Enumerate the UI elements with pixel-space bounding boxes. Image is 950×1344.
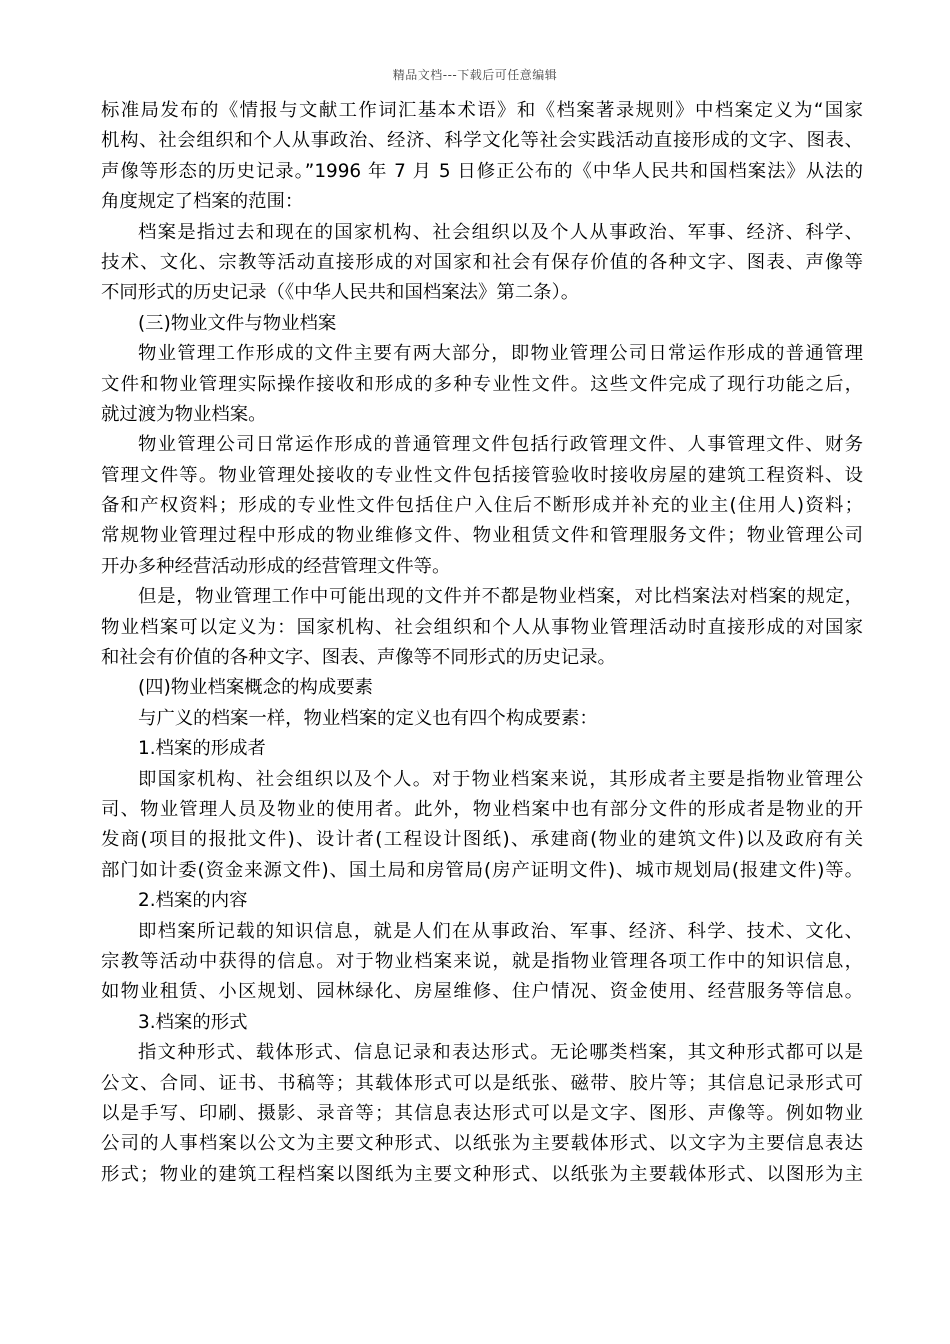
text-line: 标准局发布的《情报与文献工作词汇基本术语》和《档案著录规则》中档案定义为“国家	[101, 100, 863, 121]
text-line: 即档案所记载的知识信息，就是人们在从事政治、军事、经济、科学、技术、文化、	[138, 920, 863, 942]
text-line: 备和产权资料；形成的专业性文件包括住户入住后不断形成并补充的业主(住用人)资料；	[101, 495, 863, 517]
text-line: 和社会有价值的各种文字、图表、声像等不同形式的历史记录。	[101, 647, 616, 669]
section-heading-line: 2.档案的内容	[138, 890, 248, 912]
text-line: 物业管理公司日常运作形成的普通管理文件包括行政管理文件、人事管理文件、财务	[138, 434, 863, 456]
text-line: 形式；物业的建筑工程档案以图纸为主要文种形式、以纸张为主要载体形式、以图形为主	[101, 1163, 863, 1185]
text-line: 技术、文化、宗教等活动直接形成的对国家和社会有保存价值的各种文字、图表、声像等	[101, 251, 863, 273]
text-line: 发商(项目的报批文件)、设计者(工程设计图纸)、承建商(物业的建筑文件)以及政府有关	[101, 829, 863, 851]
text-line: 指文种形式、载体形式、信息记录和表达形式。无论哪类档案，其文种形式都可以是	[138, 1042, 863, 1064]
document-body	[101, 96, 863, 1190]
text-line: 开办多种经营活动形成的经营管理文件等。	[101, 555, 451, 577]
text-line: 常规物业管理过程中形成的物业维修文件、物业租赁文件和管理服务文件；物业管理公司	[101, 525, 863, 547]
section-heading-line: 与广义的档案一样，物业档案的定义也有四个构成要素：	[138, 707, 598, 729]
text-line: 文件和物业管理实际操作接收和形成的多种专业性文件。这些文件完成了现行功能之后，	[101, 373, 863, 395]
text-line: 档案是指过去和现在的国家机构、社会组织以及个人从事政治、军事、经济、科学、	[138, 221, 863, 243]
text-line: 公文、合同、证书、书稿等；其载体形式可以是纸张、磁带、胶片等；其信息记录形式可	[101, 1072, 863, 1094]
text-line: 部门如计委(资金来源文件)、国土局和房管局(房产证明文件)、城市规划局(报建文件)等。	[101, 859, 863, 881]
text-line: 宗教等活动中获得的信息。对于物业档案来说，就是指物业管理各项工作中的知识信息，	[101, 950, 863, 972]
text-line: 管理文件等。物业管理处接收的专业性文件包括接管验收时接收房屋的建筑工程资料、设	[101, 464, 863, 486]
text-line: 角度规定了档案的范围：	[101, 191, 304, 213]
section-heading-line: (四)物业档案概念的构成要素	[138, 677, 374, 699]
section-heading-line: 3.档案的形式	[138, 1011, 248, 1033]
text-line: 但是，物业管理工作中可能出现的文件并不都是物业档案，对比档案法对档案的规定，	[138, 586, 863, 608]
section-heading-line: (三)物业文件与物业档案	[138, 312, 337, 334]
text-line: 不同形式的历史记录（《中华人民共和国档案法》第二条）。	[101, 282, 580, 304]
text-line: 就过渡为物业档案。	[101, 403, 267, 425]
text-line: 如物业租赁、小区规划、园林绿化、房屋维修、住户情况、资金使用、经营服务等信息。	[101, 981, 863, 1003]
page-header: 精品文档---下载后可任意编辑	[392, 68, 558, 82]
text-line: 司、物业管理人员及物业的使用者。此外，物业档案中也有部分文件的形成者是物业的开	[101, 798, 863, 820]
section-heading-line: 1.档案的形成者	[138, 738, 266, 760]
text-line: 声像等形态的历史记录。”1996 年 7 月 5 日修正公布的《中华人民共和国档案法》从法的	[101, 160, 863, 182]
text-line: 公司的人事档案以公文为主要文种形式、以纸张为主要载体形式、以文字为主要信息表达	[101, 1133, 863, 1155]
text-line: 机构、社会组织和个人从事政治、经济、科学文化等社会实践活动直接形成的文字、图表、	[101, 130, 863, 152]
text-line: 即国家机构、社会组织以及个人。对于物业档案来说，其形成者主要是指物业管理公	[138, 768, 863, 790]
text-line: 以是手写、印刷、摄影、录音等；其信息表达形式可以是文字、图形、声像等。例如物业	[101, 1102, 863, 1124]
text-line: 物业档案可以定义为：国家机构、社会组织和个人从事物业管理活动时直接形成的对国家	[101, 616, 863, 638]
text-line: 物业管理工作形成的文件主要有两大部分，即物业管理公司日常运作形成的普通管理	[138, 343, 863, 365]
